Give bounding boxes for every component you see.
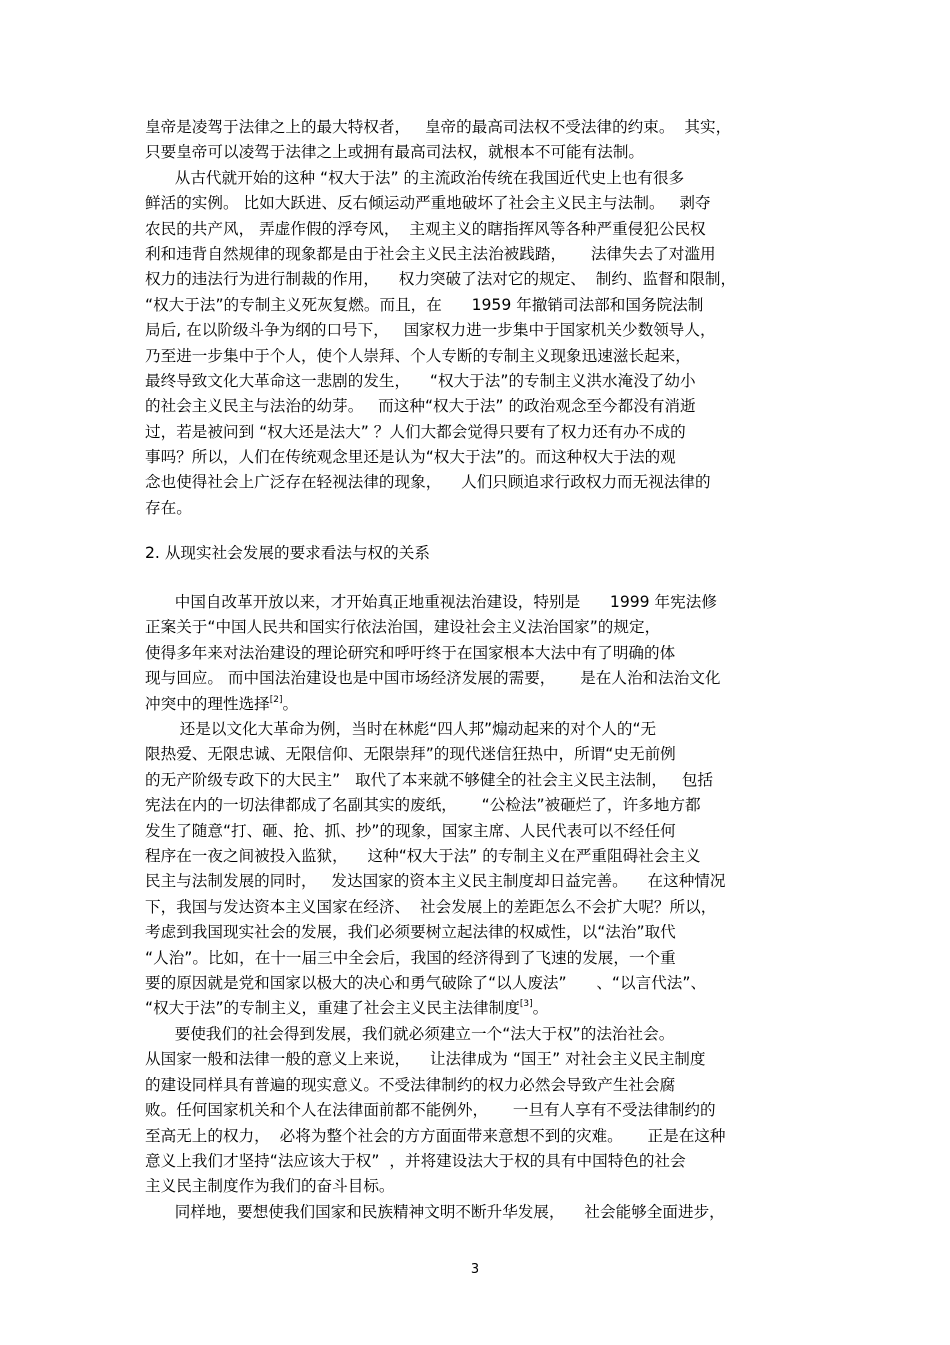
paragraph-block-1 [145, 115, 810, 521]
text-line: 鲜活的实例。 比如大跃进、反右倾运动严重地破坏了社会主义民主与法制。 剥夺 [145, 194, 711, 213]
text-line: 利和违背自然规律的现象都是由于社会主义民主法治被践踏， 法律失去了对滥用 [145, 244, 716, 263]
text-line: 中国自改革开放以来，才开始真正地重视法治建设，特别是 1999 年宪法修 [145, 593, 717, 611]
text-line: 还是以文化大革命为例，当时在林彪“四人邦”煽动起来的对个人的“无 [145, 720, 657, 738]
paragraph-block-3 [145, 717, 810, 1022]
text-line: 使得多年来对法治建设的理论研究和呼吁终于在国家根本大法中有了明确的体 [145, 643, 676, 662]
text-line: 主义民主制度作为我们的奋斗目标。 [145, 1177, 395, 1196]
paragraph-block-4 [145, 1022, 810, 1225]
text-line: 考虑到我国现实社会的发展，我们必须要树立起法律的权威性，以“法治”取代 [145, 923, 676, 942]
text-line: 农民的共产风， 弄虚作假的浮夸风， 主观主义的瞎指挥风等各种严重侵犯公民权 [145, 219, 706, 238]
text-line: 过，若是被问到 “权大还是法大” ？人们大都会觉得只要有了权力还有办不成的 [145, 422, 686, 441]
text-line: 下，我国与发达资本主义国家在经济、 社会发展上的差距怎么不会扩大呢？所以， [145, 897, 717, 916]
citation-superscript: [2] [269, 694, 283, 705]
text-line: 皇帝是凌驾于法律之上的最大特权者， 皇帝的最高司法权不受法律的约束。 其实， [145, 118, 732, 136]
text-line: 限热爱、无限忠诚、无限信仰、无限崇拜”的现代迷信狂热中，所谓“史无前例 [145, 745, 676, 764]
text-line: 程序在一夜之间被投入监狱， 这种“权大于法” 的专制主义在严重阻碍社会主义 [145, 846, 701, 865]
section-heading: 2. 从现实社会发展的要求看法与权的关系 [145, 544, 430, 562]
text-line: 败。任何国家机关和个人在法律面前都不能例外， 一旦有人享有不受法律制约的 [145, 1101, 716, 1120]
text-line: 念也使得社会上广泛存在轻视法律的现象， 人们只顾追求行政权力而无视法律的 [145, 473, 711, 492]
text-line: 从国家一般和法律一般的意义上来说， 让法律成为 “国王” 对社会主义民主制度 [145, 1050, 706, 1069]
text-line: 权力的违法行为进行制裁的作用， 权力突破了法对它的规定、 制约、监督和限制， [145, 270, 737, 289]
text-line: 只要皇帝可以凌驾于法律之上或拥有最高司法权，就根本不可能有法制。 [145, 143, 645, 162]
text-line: 的社会主义民主与法治的幼芽。 而这种“权大于法” 的政治观念至今都没有消逝 [145, 397, 696, 416]
text-line: “权大于法”的专制主义死灰复燃。而且，在 1959 年撤销司法部和国务院法制 [145, 295, 704, 314]
text-line: 同样地，要想使我们国家和民族精神文明不断升华发展， 社会能够全面进步， [145, 1202, 725, 1221]
text-line: 要的原因就是党和国家以极大的决心和勇气破除了“以人废法” 、“以言代法”、 [145, 973, 707, 992]
paragraph-block-2 [145, 590, 810, 717]
text-line: 意义上我们才坚持“法应该大于权” ，并将建设法大于权的具有中国特色的社会 [145, 1151, 686, 1170]
text-line: 发生了随意“打、砸、抢、抓、抄”的现象，国家主席、人民代表可以不经任何 [145, 821, 676, 840]
citation-superscript: [3] [519, 999, 533, 1010]
text-line: 民主与法制发展的同时， 发达国家的资本主义民主制度却日益完善。 在这种情况 [145, 872, 726, 891]
text-line: 乃至进一步集中于个人，使个人崇拜、个人专断的专制主义现象迅速滋长起来， [145, 346, 691, 365]
text-line: 事吗？所以，人们在传统观念里还是认为“权大于法”的。而这种权大于法的观 [145, 448, 676, 467]
text-fragment: 冲突中的理性选择 [145, 694, 270, 713]
text-line: “人治”。比如，在十一届三中全会后，我国的经济得到了飞速的发展，一个重 [145, 948, 676, 967]
text-line-with-citation [145, 692, 810, 717]
text-line: 的无产阶级专政下的大民主” 取代了本来就不够健全的社会主义民主法制， 包括 [145, 770, 714, 789]
text-line: 局后, 在以阶级斗争为纲的口号下， 国家权力进一步集中于国家机关少数领导人， [145, 321, 716, 340]
text-line-with-citation [145, 996, 810, 1021]
text-line: 宪法在内的一切法律都成了名副其实的废纸， “公检法”被砸烂了，许多地方都 [145, 796, 701, 815]
text-line: 正案关于“中国人民共和国实行依法治国，建设社会主义法治国家”的规定， [145, 618, 661, 637]
text-line: 现与回应。 而中国法治建设也是中国市场经济发展的需要， 是在人治和法治文化 [145, 669, 721, 688]
text-fragment: “权大于法”的专制主义，重建了社会主义民主法律制度 [145, 999, 520, 1018]
text-line: 最终导致文化大革命这一悲剧的发生， “权大于法”的专制主义洪水淹没了幼小 [145, 371, 696, 390]
page-number: 3 [470, 1262, 480, 1277]
text-line: 存在。 [145, 498, 192, 517]
text-fragment: 。 [532, 999, 549, 1018]
text-line: 要使我们的社会得到发展，我们就必须建立一个“法大于权”的法治社会。 [145, 1025, 675, 1043]
text-line: 从古代就开始的这种 “权大于法” 的主流政治传统在我国近代史上也有很多 [145, 168, 685, 187]
text-fragment: 。 [282, 694, 299, 713]
text-line: 至高无上的权力， 必将为整个社会的方方面面带来意想不到的灾难。 正是在这种 [145, 1126, 726, 1145]
text-line: 的建设同样具有普遍的现实意义。不受法律制约的权力必然会导致产生社会腐 [145, 1075, 676, 1094]
